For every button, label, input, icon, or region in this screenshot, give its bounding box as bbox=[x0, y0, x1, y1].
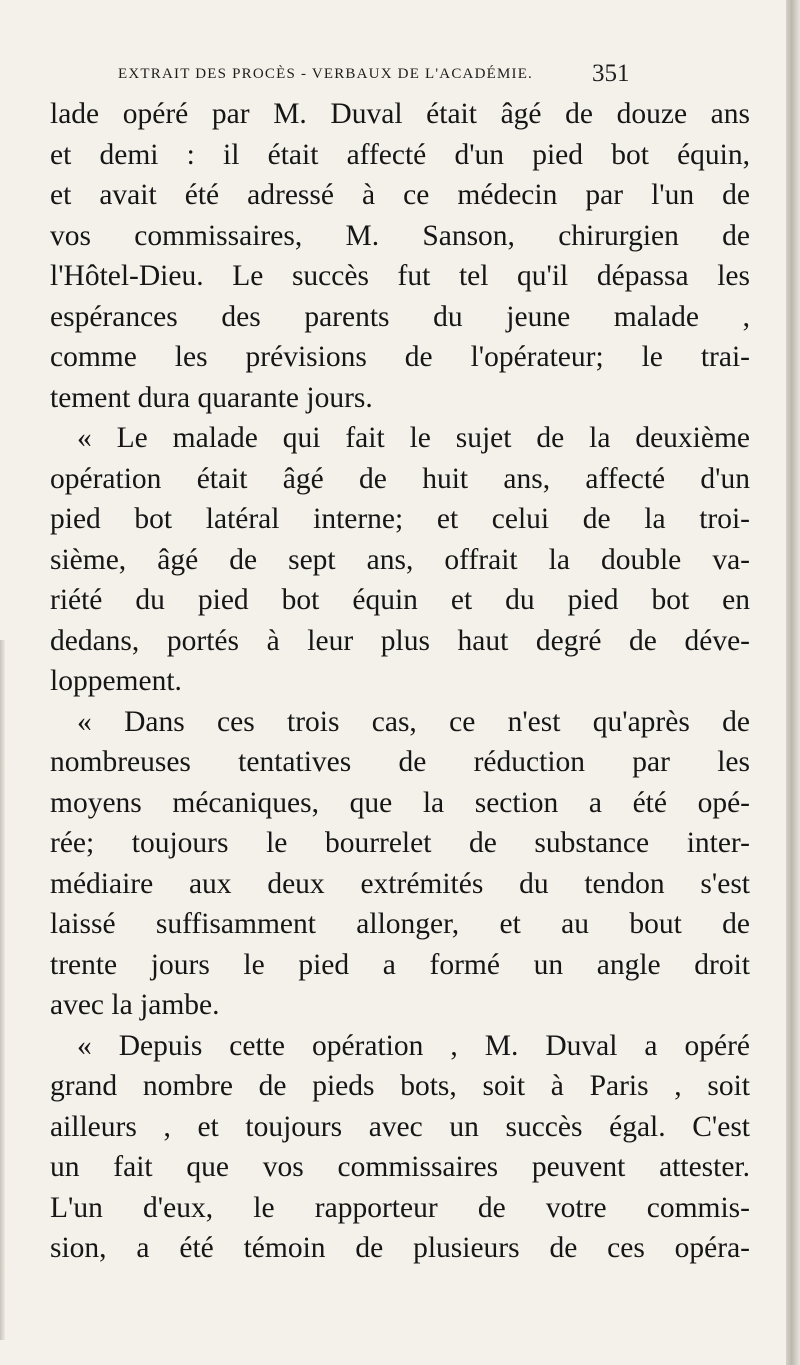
text-line: riété du pied bot équin et du pied bot en bbox=[50, 584, 750, 616]
text-line: « Depuis cette opération , M. Duval a opéré bbox=[77, 1029, 750, 1062]
text-line: rée; toujours le bourrelet de substance inter- bbox=[50, 827, 750, 859]
text-line: sième, âgé de sept ans, offrait la double va- bbox=[50, 543, 750, 576]
text-line: espérances des parents du jeune malade , bbox=[50, 300, 750, 333]
text-line: avec la jambe. bbox=[50, 989, 220, 1021]
text-line: comme les prévisions de l'opérateur; le trai- bbox=[50, 341, 750, 373]
text-line: L'un d'eux, le rapporteur de votre commis- bbox=[50, 1191, 750, 1224]
page-edge-left bbox=[0, 640, 5, 1340]
text-line: grand nombre de pieds bots, soit à Paris , soit bbox=[50, 1070, 750, 1102]
text-line: lade opéré par M. Duval était âgé de douze ans bbox=[50, 98, 750, 130]
text-line: opération était âgé de huit ans, affecté d'un bbox=[50, 462, 750, 495]
text-line: moyens mécaniques, que la section a été opé- bbox=[50, 786, 750, 819]
running-title: EXTRAIT DES PROCÈS - VERBAUX DE L'ACADÉMIE. bbox=[118, 66, 534, 82]
text-line: un fait que vos commissaires peuvent attester. bbox=[50, 1151, 750, 1183]
page-number: 351 bbox=[592, 60, 630, 87]
text-line: trente jours le pied a formé un angle droit bbox=[50, 948, 750, 981]
text-line: et avait été adressé à ce médecin par l'un de bbox=[50, 179, 750, 211]
text-line: l'Hôtel-Dieu. Le succès fut tel qu'il dépassa les bbox=[50, 260, 750, 292]
text-line: tement dura quarante jours. bbox=[50, 381, 373, 414]
text-line: médiaire aux deux extrémités du tendon s'est bbox=[50, 867, 750, 900]
text-line: loppement. bbox=[50, 665, 182, 697]
text-line: laissé suffisamment allonger, et au bout de bbox=[50, 908, 750, 940]
text-line: « Dans ces trois cas, ce n'est qu'après de bbox=[77, 705, 750, 738]
running-header bbox=[118, 60, 678, 87]
text-line: sion, a été témoin de plusieurs de ces opéra- bbox=[50, 1232, 750, 1264]
body-text bbox=[50, 94, 750, 1269]
text-line: « Le malade qui fait le sujet de la deuxième bbox=[77, 422, 750, 454]
text-line: dedans, portés à leur plus haut degré de déve- bbox=[50, 624, 750, 657]
text-line: et demi : il était affecté d'un pied bot équin, bbox=[50, 138, 750, 171]
text-line: nombreuses tentatives de réduction par les bbox=[50, 746, 750, 778]
text-line: pied bot latéral interne; et celui de la troi- bbox=[50, 503, 750, 535]
text-line: vos commissaires, M. Sanson, chirurgien de bbox=[50, 219, 750, 252]
page-edge-right bbox=[786, 0, 800, 1365]
text-line: ailleurs , et toujours avec un succès égal. C'est bbox=[50, 1110, 750, 1143]
